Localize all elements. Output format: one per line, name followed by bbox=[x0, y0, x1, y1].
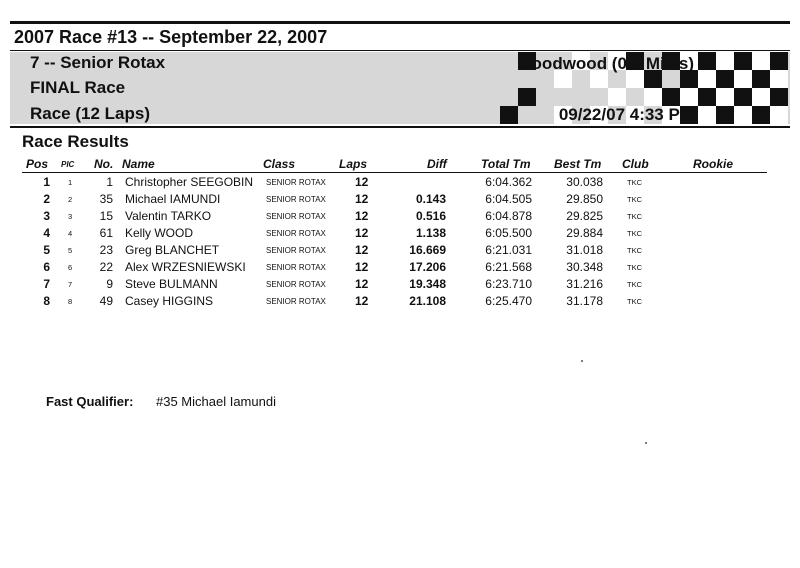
checker-square bbox=[698, 52, 716, 70]
track-name: Goodwood (0.5 Miles) bbox=[518, 54, 694, 73]
cell-total: 6:21.568 bbox=[485, 260, 532, 274]
cell-total: 6:05.500 bbox=[485, 226, 532, 240]
checker-square bbox=[698, 106, 716, 124]
cell-class: SENIOR ROTAX bbox=[266, 297, 326, 306]
header-rule bbox=[22, 172, 767, 173]
race-header-band bbox=[10, 52, 790, 124]
cell-no: 35 bbox=[99, 192, 113, 206]
checker-square bbox=[644, 88, 662, 106]
cell-club: TKC bbox=[627, 229, 642, 238]
cell-club: TKC bbox=[627, 246, 642, 255]
cell-name: Casey HIGGINS bbox=[125, 294, 214, 308]
checker-square bbox=[770, 52, 788, 70]
col-header-diff: Diff bbox=[427, 157, 447, 171]
cell-pic: 6 bbox=[68, 263, 73, 272]
cell-pic: 7 bbox=[68, 280, 73, 289]
fast-qualifier-label: Fast Qualifier: bbox=[46, 394, 134, 409]
checker-square bbox=[716, 52, 734, 70]
cell-pic: 3 bbox=[68, 212, 73, 221]
checker-square bbox=[770, 70, 788, 88]
checker-square bbox=[608, 88, 626, 106]
checker-square bbox=[770, 88, 788, 106]
cell-pos: 5 bbox=[43, 243, 50, 257]
col-header-no: No. bbox=[94, 157, 114, 171]
col-header-rookie: Rookie bbox=[693, 157, 734, 171]
col-header-total: Total Tm bbox=[481, 157, 531, 171]
cell-diff: 0.516 bbox=[415, 209, 446, 223]
cell-laps: 12 bbox=[355, 294, 369, 308]
col-header-name: Name bbox=[122, 157, 155, 171]
cell-pos: 4 bbox=[43, 226, 50, 240]
checker-square bbox=[518, 88, 536, 106]
cell-pic: 5 bbox=[68, 246, 73, 255]
scan-speck bbox=[581, 360, 583, 362]
cell-laps: 12 bbox=[355, 226, 369, 240]
cell-laps: 12 bbox=[355, 243, 369, 257]
cell-class: SENIOR ROTAX bbox=[266, 178, 326, 187]
event-name: 7 -- Senior Rotax bbox=[30, 53, 166, 72]
cell-class: SENIOR ROTAX bbox=[266, 263, 326, 272]
cell-pos: 8 bbox=[43, 294, 50, 308]
col-header-pic: PIC bbox=[61, 160, 75, 169]
cell-class: SENIOR ROTAX bbox=[266, 195, 326, 204]
cell-best: 29.884 bbox=[566, 226, 603, 240]
cell-diff: 19.348 bbox=[409, 277, 446, 291]
checker-square bbox=[734, 106, 752, 124]
cell-no: 23 bbox=[99, 243, 113, 257]
cell-no: 61 bbox=[99, 226, 113, 240]
cell-total: 6:25.470 bbox=[485, 294, 532, 308]
cell-pic: 2 bbox=[68, 195, 73, 204]
cell-total: 6:23.710 bbox=[485, 277, 532, 291]
cell-pic: 1 bbox=[68, 178, 73, 187]
cell-laps: 12 bbox=[355, 175, 369, 189]
top-rule bbox=[10, 21, 790, 24]
cell-total: 6:04.362 bbox=[485, 175, 532, 189]
cell-name: Christopher SEEGOBIN bbox=[125, 175, 254, 189]
document-title: 2007 Race #13 -- September 22, 2007 bbox=[14, 27, 328, 47]
checker-square bbox=[716, 106, 734, 124]
cell-name: Alex WRZESNIEWSKI bbox=[125, 260, 246, 274]
title-rule bbox=[10, 50, 790, 51]
cell-laps: 12 bbox=[355, 277, 369, 291]
cell-laps: 12 bbox=[355, 260, 369, 274]
cell-no: 15 bbox=[99, 209, 113, 223]
cell-no: 9 bbox=[106, 277, 113, 291]
cell-class: SENIOR ROTAX bbox=[266, 280, 326, 289]
checker-square bbox=[752, 106, 770, 124]
cell-diff: 1.138 bbox=[415, 226, 446, 240]
table-row bbox=[0, 191, 800, 208]
section-title: Race Results bbox=[22, 132, 129, 151]
cell-club: TKC bbox=[627, 195, 642, 204]
cell-total: 6:21.031 bbox=[485, 243, 532, 257]
table-row bbox=[0, 208, 800, 225]
cell-best: 31.018 bbox=[566, 243, 603, 257]
checker-square bbox=[770, 106, 788, 124]
cell-name: Michael IAMUNDI bbox=[125, 192, 221, 206]
cell-club: TKC bbox=[627, 212, 642, 221]
cell-best: 30.038 bbox=[566, 175, 603, 189]
cell-name: Valentin TARKO bbox=[125, 209, 212, 223]
checker-square bbox=[752, 70, 770, 88]
checker-square bbox=[500, 106, 518, 124]
cell-diff: 17.206 bbox=[409, 260, 446, 274]
checker-square bbox=[698, 70, 716, 88]
cell-laps: 12 bbox=[355, 192, 369, 206]
cell-club: TKC bbox=[627, 263, 642, 272]
cell-best: 29.825 bbox=[566, 209, 603, 223]
cell-best: 30.348 bbox=[566, 260, 603, 274]
checker-square bbox=[734, 52, 752, 70]
col-header-class: Class bbox=[263, 157, 296, 171]
cell-best: 31.216 bbox=[566, 277, 603, 291]
fast-qualifier-value: #35 Michael Iamundi bbox=[156, 394, 276, 409]
col-header-club: Club bbox=[622, 157, 649, 171]
band-rule bbox=[10, 126, 790, 128]
checker-square bbox=[734, 88, 752, 106]
cell-laps: 12 bbox=[355, 209, 369, 223]
cell-club: TKC bbox=[627, 297, 642, 306]
cell-best: 31.178 bbox=[566, 294, 603, 308]
cell-pos: 3 bbox=[43, 209, 50, 223]
col-header-best: Best Tm bbox=[554, 157, 602, 171]
checker-square bbox=[716, 88, 734, 106]
cell-diff: 16.669 bbox=[409, 243, 446, 257]
cell-name: Kelly WOOD bbox=[125, 226, 194, 240]
checker-square bbox=[662, 88, 680, 106]
cell-club: TKC bbox=[627, 280, 642, 289]
cell-pos: 7 bbox=[43, 277, 50, 291]
cell-diff: 0.143 bbox=[415, 192, 446, 206]
cell-diff: 21.108 bbox=[409, 294, 446, 308]
checker-square bbox=[734, 70, 752, 88]
checker-square bbox=[752, 52, 770, 70]
table-row bbox=[0, 293, 800, 310]
session-name: FINAL Race bbox=[30, 78, 126, 97]
cell-pic: 4 bbox=[68, 229, 73, 238]
cell-pos: 6 bbox=[43, 260, 50, 274]
cell-total: 6:04.878 bbox=[485, 209, 532, 223]
cell-no: 1 bbox=[106, 175, 113, 189]
cell-class: SENIOR ROTAX bbox=[266, 246, 326, 255]
table-row bbox=[0, 174, 800, 191]
cell-club: TKC bbox=[627, 178, 642, 187]
table-row bbox=[0, 259, 800, 276]
scan-speck bbox=[645, 442, 647, 444]
table-row bbox=[0, 242, 800, 259]
cell-name: Steve BULMANN bbox=[125, 277, 218, 291]
cell-pic: 8 bbox=[68, 297, 73, 306]
checker-square bbox=[698, 88, 716, 106]
checker-square bbox=[716, 70, 734, 88]
cell-name: Greg BLANCHET bbox=[125, 243, 220, 257]
cell-no: 49 bbox=[99, 294, 113, 308]
cell-class: SENIOR ROTAX bbox=[266, 212, 326, 221]
cell-pos: 1 bbox=[43, 175, 50, 189]
race-datetime: 09/22/07 4:33 PM bbox=[558, 105, 694, 124]
cell-pos: 2 bbox=[43, 192, 50, 206]
cell-best: 29.850 bbox=[566, 192, 603, 206]
cell-no: 22 bbox=[99, 260, 113, 274]
table-row bbox=[0, 276, 800, 293]
col-header-laps: Laps bbox=[339, 157, 368, 171]
checker-square bbox=[680, 88, 698, 106]
cell-class: SENIOR ROTAX bbox=[266, 229, 326, 238]
table-row bbox=[0, 225, 800, 242]
col-header-pos: Pos bbox=[26, 157, 49, 171]
checker-square bbox=[752, 88, 770, 106]
cell-total: 6:04.505 bbox=[485, 192, 532, 206]
race-laps: Race (12 Laps) bbox=[30, 104, 150, 123]
